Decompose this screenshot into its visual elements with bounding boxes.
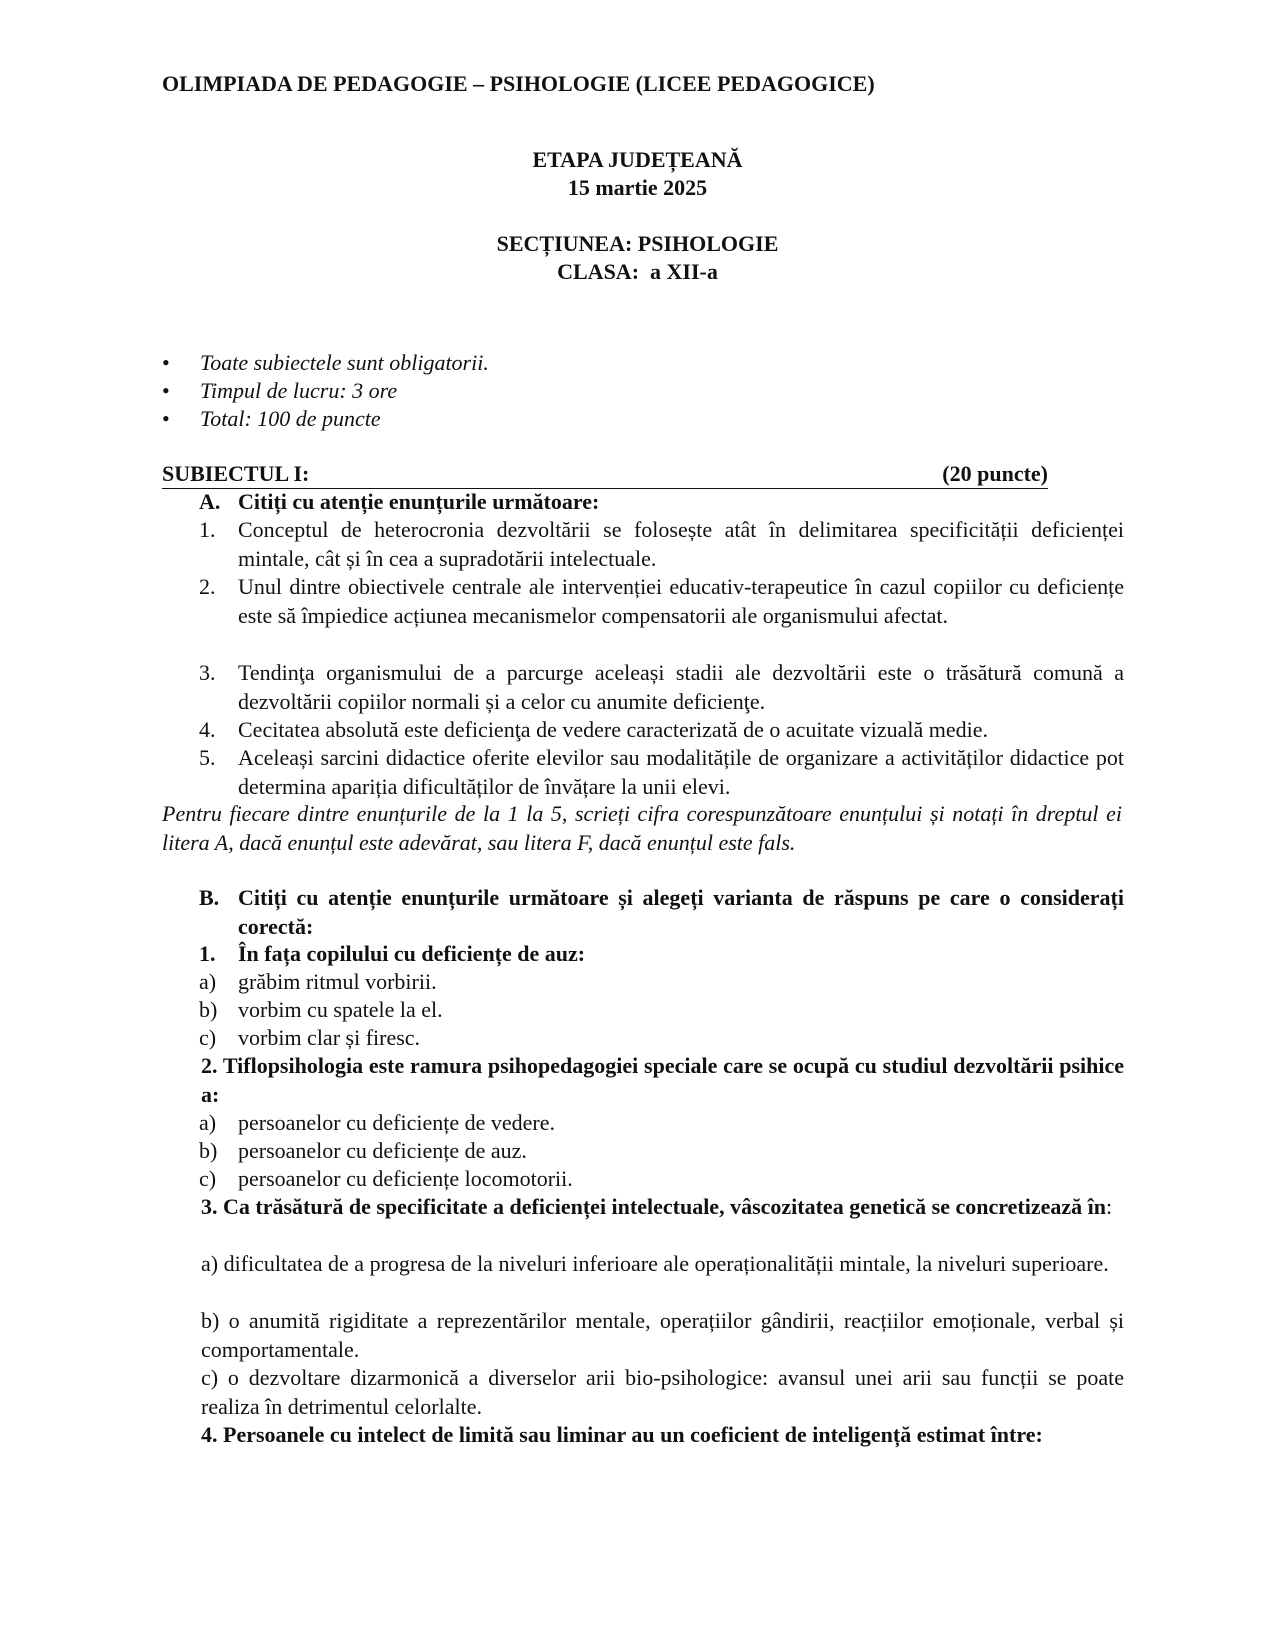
instruction-item: Toate subiectele sunt obligatorii. xyxy=(200,350,489,375)
question-text: 4. Persoanele cu intelect de limită sau liminar au un coeficient de inteligență estimat între: xyxy=(201,1422,1043,1447)
part-a-heading: Citiți cu atenție enunțurile următoare: xyxy=(238,489,600,514)
statement-text: Cecitatea absolută este deficienţa de vedere caracterizată de o acuitate vizuală medie. xyxy=(238,717,988,742)
bullet-icon: • xyxy=(162,350,170,375)
part-b-heading: Citiți cu atenție enunțurile următoare și alegeți varianta de răspuns pe care o considerați corectă: xyxy=(238,885,1124,939)
option-label: b) xyxy=(199,997,218,1022)
option-label: c) xyxy=(199,1166,217,1191)
part-a-instruction: Pentru fiecare dintre enunțurile de la 1 la 5, scrieți cifra corespunzătoare enunțului și notați în dreptul ei litera A, dacă enunțul este adevărat, sau litera F, dacă enunțul este fals. xyxy=(162,801,1122,855)
bullet-icon: • xyxy=(162,406,170,431)
section-title: SECȚIUNEA: PSIHOLOGIE xyxy=(496,231,779,256)
option-text: b) o anumită rigiditate a reprezentărilor mentale, operațiilor gândirii, reacțiilor emoționale, verbal și comportamentale. xyxy=(201,1308,1124,1362)
option-label: c) xyxy=(199,1025,217,1050)
statement-text: Conceptul de heterocronia dezvoltării se folosește atât în delimitarea specificității deficienței mintale, cât și în cea a supradotării intelectuale. xyxy=(238,517,1124,571)
statement-text: Tendinţa organismului de a parcurge aceleași stadii ale dezvoltării este o trăsătură comună a dezvoltării copiilor normali și a celor cu anumite deficienţe. xyxy=(238,660,1124,714)
bullet-icon: • xyxy=(162,378,170,403)
option-text: a) dificultatea de a progresa de la niveluri inferioare ale operaționalității mintale, la niveluri superioare. xyxy=(201,1251,1109,1276)
option-text: persoanelor cu deficiențe de auz. xyxy=(238,1138,527,1163)
option-text: persoanelor cu deficiențe locomotorii. xyxy=(238,1166,573,1191)
subject-points: (20 puncte) xyxy=(942,461,1048,486)
question-suffix: : xyxy=(1105,1194,1113,1219)
option-label: b) xyxy=(199,1138,218,1163)
stage-title: ETAPA JUDEȚEANĂ xyxy=(532,147,743,172)
question-block xyxy=(201,1193,1124,1222)
statement-text: Unul dintre obiectivele centrale ale intervenției educativ-terapeutice în cazul copiilor cu deficiențe este să împiedice acțiunea mecanismelor compensatorii ale organismului afectat. xyxy=(238,574,1124,628)
statement-number: 1. xyxy=(199,517,216,542)
olympiad-title: OLIMPIADA DE PEDAGOGIE – PSIHOLOGIE (LICEE PEDAGOGICE) xyxy=(162,71,875,96)
question-text: 3. Ca trăsătură de specificitate a deficienței intelectuale, vâscozitatea genetică se concretizează în xyxy=(201,1194,1106,1219)
option-text: c) o dezvoltare dizarmonică a diverselor arii bio-psihologice: avansul unei arii sau funcții se poate realiza în detrimentul celorlalte. xyxy=(201,1365,1124,1419)
question-text: 2. Tiflopsihologia este ramura psihopedagogiei speciale care se ocupă cu studiul dezvoltării psihice a: xyxy=(201,1053,1124,1107)
option-label: a) xyxy=(199,1110,217,1135)
statement-number: 4. xyxy=(199,717,216,742)
statement-number: 2. xyxy=(199,574,216,599)
instruction-item: Timpul de lucru: 3 ore xyxy=(200,378,398,403)
exam-date: 15 martie 2025 xyxy=(567,175,708,200)
question-number: 1. xyxy=(199,941,216,966)
option-text: grăbim ritmul vorbirii. xyxy=(238,969,437,994)
question-text: În fața copilului cu deficiențe de auz: xyxy=(238,941,586,966)
part-a-letter: A. xyxy=(199,489,221,514)
statement-number: 5. xyxy=(199,745,216,770)
subject-title: SUBIECTUL I: xyxy=(162,461,310,486)
statement-text: Aceleași sarcini didactice oferite elevilor sau modalitățile de organizare a activităților didactice pot determina apariția dificultăților de învățare la unii elevi. xyxy=(238,745,1124,799)
part-b-letter: B. xyxy=(199,885,220,910)
subject-header xyxy=(162,460,1048,489)
statement-number: 3. xyxy=(199,660,216,685)
option-text: persoanelor cu deficiențe de vedere. xyxy=(238,1110,555,1135)
option-label: a) xyxy=(199,969,217,994)
option-text: vorbim clar și firesc. xyxy=(238,1025,421,1050)
option-text: vorbim cu spatele la el. xyxy=(238,997,443,1022)
instruction-item: Total: 100 de puncte xyxy=(200,406,381,431)
grade-title: CLASA: a XII-a xyxy=(557,259,718,284)
